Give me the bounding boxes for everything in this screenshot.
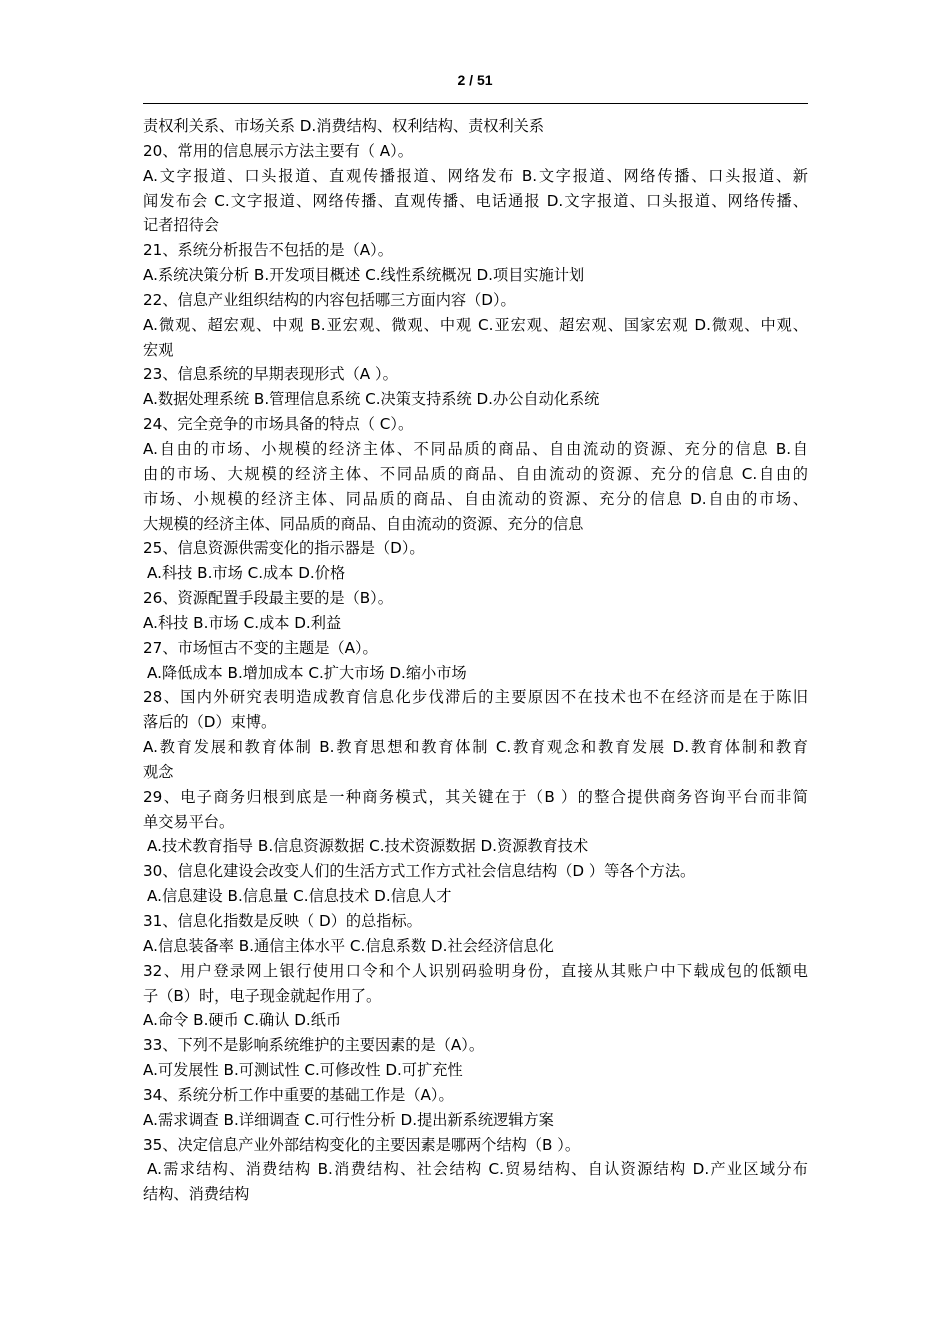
text-line: A.信息装备率 B.通信主体水平 C.信息系数 D.社会经济信息化: [143, 936, 554, 955]
text-line: 21、系统分析报告不包括的是（A）。: [143, 241, 393, 260]
text-line: A.科技 B.市场 C.成本 D.利益: [143, 613, 342, 632]
text-line: 26、资源配置手段最主要的是（B）。: [143, 589, 393, 608]
text-line: 闻发布会 C.文字报道、网络传播、直观传播、电话通报 D.文字报道、口头报道、网络传播、: [143, 191, 808, 210]
text-line: A.微观、超宏观、中观 B.亚宏观、微观、中观 C.亚宏观、超宏观、国家宏观 D.微观、中观、: [143, 315, 808, 334]
text-line: 31、信息化指数是反映（ D）的总指标。: [143, 912, 422, 930]
text-line: 24、完全竞争的市场具备的特点（ C）。: [143, 415, 414, 434]
document-body: [143, 114, 808, 1207]
text-line: 市场、小规模的经济主体、同品质的商品、自由流动的资源、充分的信息 D.自由的市场、: [143, 489, 808, 508]
text-line: 20、常用的信息展示方法主要有（ A）。: [143, 141, 413, 160]
header-divider: [143, 103, 808, 104]
text-line: 29、电子商务归根到底是一种商务模式，其关键在于（B ）的整合提供商务咨询平台而非简: [143, 787, 808, 806]
text-line: A.技术教育指导 B.信息资源数据 C.技术资源数据 D.资源教育技术: [147, 837, 589, 856]
text-line: 记者招待会: [143, 216, 219, 235]
text-line: A.命令 B.硬币 C.确认 D.纸币: [143, 1011, 342, 1030]
text-line: 落后的（D）束博。: [143, 713, 277, 732]
text-line: 责权利关系、市场关系 D.消费结构、权利结构、责权利关系: [143, 117, 545, 135]
text-line: 23、信息系统的早期表现形式（A ）。: [143, 365, 398, 384]
text-line: A.科技 B.市场 C.成本 D.价格: [147, 564, 346, 583]
text-line: 33、下列不是影响系统维护的主要因素的是（A）。: [143, 1036, 485, 1055]
text-line: 27、市场恒古不变的主题是（A）。: [143, 638, 378, 657]
text-line: A.系统决策分析 B.开发项目概述 C.线性系统概况 D.项目实施计划: [143, 266, 585, 285]
text-line: A.信息建设 B.信息量 C.信息技术 D.信息人才: [147, 887, 452, 906]
text-line: 大规模的经济主体、同品质的商品、自由流动的资源、充分的信息: [143, 514, 584, 533]
text-line: A.需求调查 B.详细调查 C.可行性分析 D.提出新系统逻辑方案: [143, 1110, 554, 1129]
text-line: 22、信息产业组织结构的内容包括哪三方面内容（D）。: [143, 290, 516, 309]
text-line: 子（B）时，电子现金就起作用了。: [143, 986, 382, 1005]
text-line: 34、系统分析工作中重要的基础工作是（A）。: [143, 1085, 454, 1104]
page-number: 2 / 51: [457, 72, 493, 88]
text-line: 28、国内外研究表明造成教育信息化步伐滞后的主要原因不在技术也不在经济而是在于陈旧: [143, 688, 808, 707]
text-line: A.数据处理系统 B.管理信息系统 C.决策支持系统 D.办公自动化系统: [143, 390, 600, 409]
text-line: 25、信息资源供需变化的指示器是（D）。: [143, 539, 425, 558]
text-line: 32、用户登录网上银行使用口令和个人识别码验明身份，直接从其账户中下载成包的低额电: [143, 961, 808, 980]
text-line: 宏观: [143, 340, 174, 359]
text-line: 观念: [143, 762, 174, 781]
text-line: 结构、消费结构: [143, 1185, 250, 1204]
text-line: 单交易平台。: [143, 812, 235, 831]
text-line: 30、信息化建设会改变人们的生活方式工作方式社会信息结构（D ）等各个方法。: [143, 862, 696, 881]
text-line: A.自由的市场、小规模的经济主体、不同品质的商品、自由流动的资源、充分的信息 B.自: [143, 439, 808, 458]
text-line: 35、决定信息产业外部结构变化的主要因素是哪两个结构（B ）。: [143, 1135, 581, 1154]
text-line: A.可发展性 B.可测试性 C.可修改性 D.可扩充性: [143, 1061, 463, 1080]
text-line: A.文字报道、口头报道、直观传播报道、网络发布 B.文字报道、网络传播、口头报道、新: [143, 166, 808, 185]
text-line: 由的市场、大规模的经济主体、不同品质的商品、自由流动的资源、充分的信息 C.自由的: [143, 464, 808, 483]
text-line: A.需求结构、消费结构 B.消费结构、社会结构 C.贸易结构、自认资源结构 D.产业区域分布: [147, 1160, 808, 1179]
text-line: A.降低成本 B.增加成本 C.扩大市场 D.缩小市场: [147, 663, 467, 682]
text-line: A.教育发展和教育体制 B.教育思想和教育体制 C.教育观念和教育发展 D.教育体制和教育: [143, 738, 808, 757]
